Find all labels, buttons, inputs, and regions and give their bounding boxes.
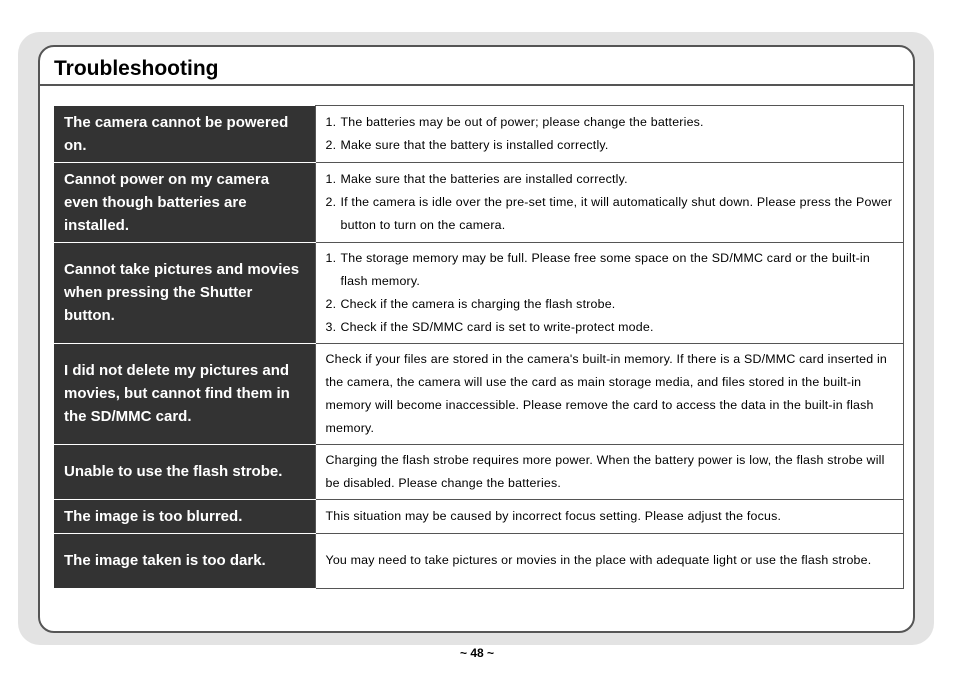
item-number: 2. bbox=[325, 296, 337, 311]
table-row bbox=[54, 499, 903, 533]
solution-cell: You may need to take pictures or movies in the place with adequate light or use the flash strobe. bbox=[315, 533, 903, 588]
item-number: 2. bbox=[325, 137, 337, 152]
content-panel bbox=[38, 45, 915, 633]
item-number: 1. bbox=[325, 171, 337, 186]
solution-item bbox=[326, 293, 893, 316]
item-text: The batteries may be out of power; please change the batteries. bbox=[340, 114, 704, 129]
problem-cell: Cannot power on my camera even though batteries are installed. bbox=[54, 162, 315, 242]
table-row bbox=[54, 343, 903, 444]
item-number: 2. bbox=[325, 194, 337, 209]
solution-cell bbox=[315, 106, 903, 163]
solution-cell: Charging the flash strobe requires more power. When the battery power is low, the flash strobe will be disabled. Please change the batteries. bbox=[315, 444, 903, 499]
troubleshooting-table bbox=[54, 105, 904, 589]
table-row bbox=[54, 533, 903, 588]
problem-cell: I did not delete my pictures and movies, but cannot find them in the SD/MMC card. bbox=[54, 343, 315, 444]
solution-item bbox=[326, 191, 893, 237]
solution-item bbox=[326, 168, 893, 191]
problem-cell: The camera cannot be powered on. bbox=[54, 106, 315, 163]
table-row bbox=[54, 162, 903, 242]
problem-cell: Unable to use the flash strobe. bbox=[54, 444, 315, 499]
solution-cell: Check if your files are stored in the camera's built-in memory. If there is a SD/MMC card inserted in the camera, the camera will use the card as main storage media, and files stored in the built-in memory will become inaccessible. Please remove the card to access the data in the built-in flash memory. bbox=[315, 343, 903, 444]
item-text: The storage memory may be full. Please free some space on the SD/MMC card or the built-in flash memory. bbox=[340, 250, 870, 288]
item-number: 1. bbox=[325, 250, 337, 265]
item-text: Check if the SD/MMC card is set to write-protect mode. bbox=[340, 319, 654, 334]
problem-cell: The image is too blurred. bbox=[54, 499, 315, 533]
table-row bbox=[54, 106, 903, 163]
solution-cell bbox=[315, 162, 903, 242]
problem-cell: Cannot take pictures and movies when pressing the Shutter button. bbox=[54, 242, 315, 343]
solution-item bbox=[326, 316, 893, 339]
solution-cell bbox=[315, 242, 903, 343]
solution-item bbox=[326, 134, 893, 157]
solution-item bbox=[326, 247, 893, 293]
item-text: Make sure that the battery is installed correctly. bbox=[340, 137, 609, 152]
item-number: 3. bbox=[325, 319, 337, 334]
page-title: Troubleshooting bbox=[54, 57, 219, 80]
solution-cell: This situation may be caused by incorrect focus setting. Please adjust the focus. bbox=[315, 499, 903, 533]
table-row bbox=[54, 444, 903, 499]
table-row bbox=[54, 242, 903, 343]
solution-item bbox=[326, 111, 893, 134]
item-text: Make sure that the batteries are installed correctly. bbox=[340, 171, 628, 186]
item-text: Check if the camera is charging the flash strobe. bbox=[340, 296, 616, 311]
item-number: 1. bbox=[325, 114, 337, 129]
problem-cell: The image taken is too dark. bbox=[54, 533, 315, 588]
page-number: ~ 48 ~ bbox=[459, 646, 495, 660]
title-divider bbox=[40, 84, 913, 86]
item-text: If the camera is idle over the pre-set time, it will automatically shut down. Please press the Power button to turn on the camera. bbox=[340, 194, 893, 232]
